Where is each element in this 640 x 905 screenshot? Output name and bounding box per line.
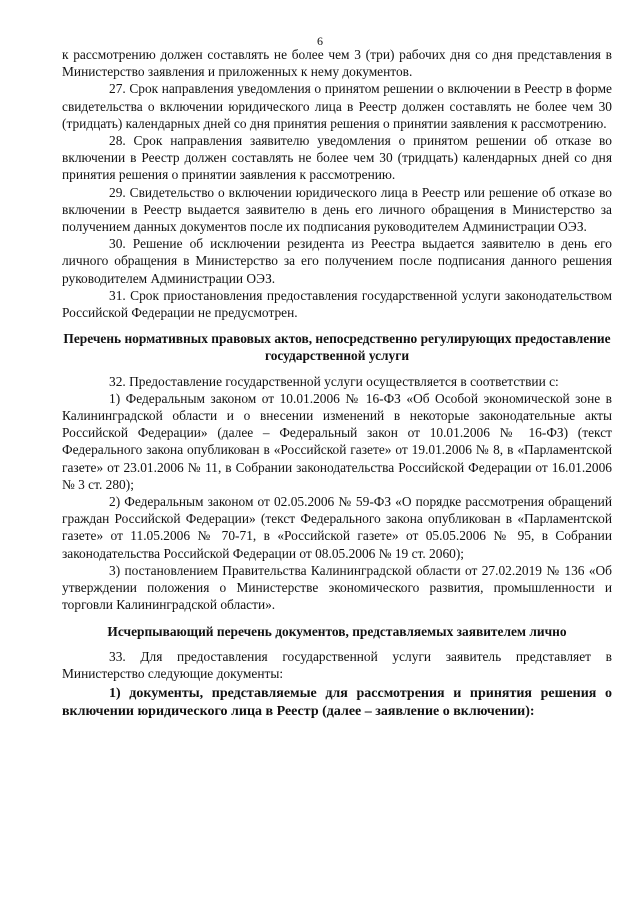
page-content <box>62 46 612 721</box>
paragraph-30: 30. Решение об исключении резидента из Реестра выдается заявителю в день его личного обращения в Министерство за его получением после подписания данного решения руководителем Администрации ОЭЗ. <box>62 236 612 286</box>
paragraph-28: 28. Срок направления заявителю уведомления о принятом решении об отказе во включении в Реестр должен составлять не более чем 30 (тридцать) календарных дней со дня принятия решения о принятии заявления к рассмотрению. <box>62 133 612 183</box>
paragraph-33: 33. Для предоставления государственной услуги заявитель представляет в Министерство следующие документы: <box>62 648 612 681</box>
section-heading-documents: Исчерпывающий перечень документов, представляемых заявителем лично <box>107 623 567 639</box>
list-item-law-16fz: 1) Федеральным законом от 10.01.2006 № 16-ФЗ «Об Особой экономической зоне в Калининградской области и о внесении изменений в некоторые законодательные акты Российской Федерации» (далее – Федеральный закон от 10.01.2006 № 16-ФЗ) (текст Федерального закона опубликован в «Российской газете» от 19.01.2006 № 8, в «Парламентской газете» от 23.01.2006 № 11, в Собрании законодательства Российской Федерации от 16.01.2006 № 3 ст. 280); <box>62 390 612 492</box>
paragraph-32: 32. Предоставление государственной услуги осуществляется в соответствии с: <box>109 373 559 389</box>
paragraph-29: 29. Свидетельство о включении юридического лица в Реестр или решение об отказе во включении в Реестр выдается заявителю в день его личного обращения в Министерство за получением данных документов после их подписания руководителем Администрации ОЭЗ. <box>62 184 612 235</box>
paragraph-continuation: к рассмотрению должен составлять не более чем 3 (три) рабочих дня со дня представления в Министерство заявления и приложенных к нему документов. <box>62 47 612 80</box>
page-number: 6 <box>317 34 323 48</box>
list-item-resolution-136: 3) постановлением Правительства Калининградской области от 27.02.2019 № 136 «Об утверждении положения о Министерстве экономического развития, промышленности и торговли Калининградской области». <box>62 562 612 613</box>
paragraph-31: 31. Срок приостановления предоставления государственной услуги законодательством Российской Федерации не предусмотрен. <box>62 287 612 321</box>
list-item-inclusion-documents: 1) документы, представляемые для рассмотрения и принятия решения о включении юридического лица в Реестр (далее – заявление о включении): <box>62 686 612 720</box>
paragraph-27: 27. Срок направления уведомления о принятом решении о включении в Реестр в форме свидетельства о включении юридического лица в Реестр должен составлять не более чем 30 (тридцать) календарных дней со дня принятия решения о принятии заявления к рассмотрению. <box>62 81 612 131</box>
list-item-law-59fz: 2) Федеральным законом от 02.05.2006 № 59-ФЗ «О порядке рассмотрения обращений граждан Российской Федерации» (текст Федерального закона опубликован в «Парламентской газете» от 11.05.2006 № 70-71, в «Российской газете» от 05.05.2006 № 95, в Собрании законодательства Российской Федерации от 08.05.2006 № 19 ст. 2060); <box>62 494 612 561</box>
section-heading-legal-acts: Перечень нормативных правовых актов, непосредственно регулирующих предоставление государственной услуги <box>63 331 611 364</box>
